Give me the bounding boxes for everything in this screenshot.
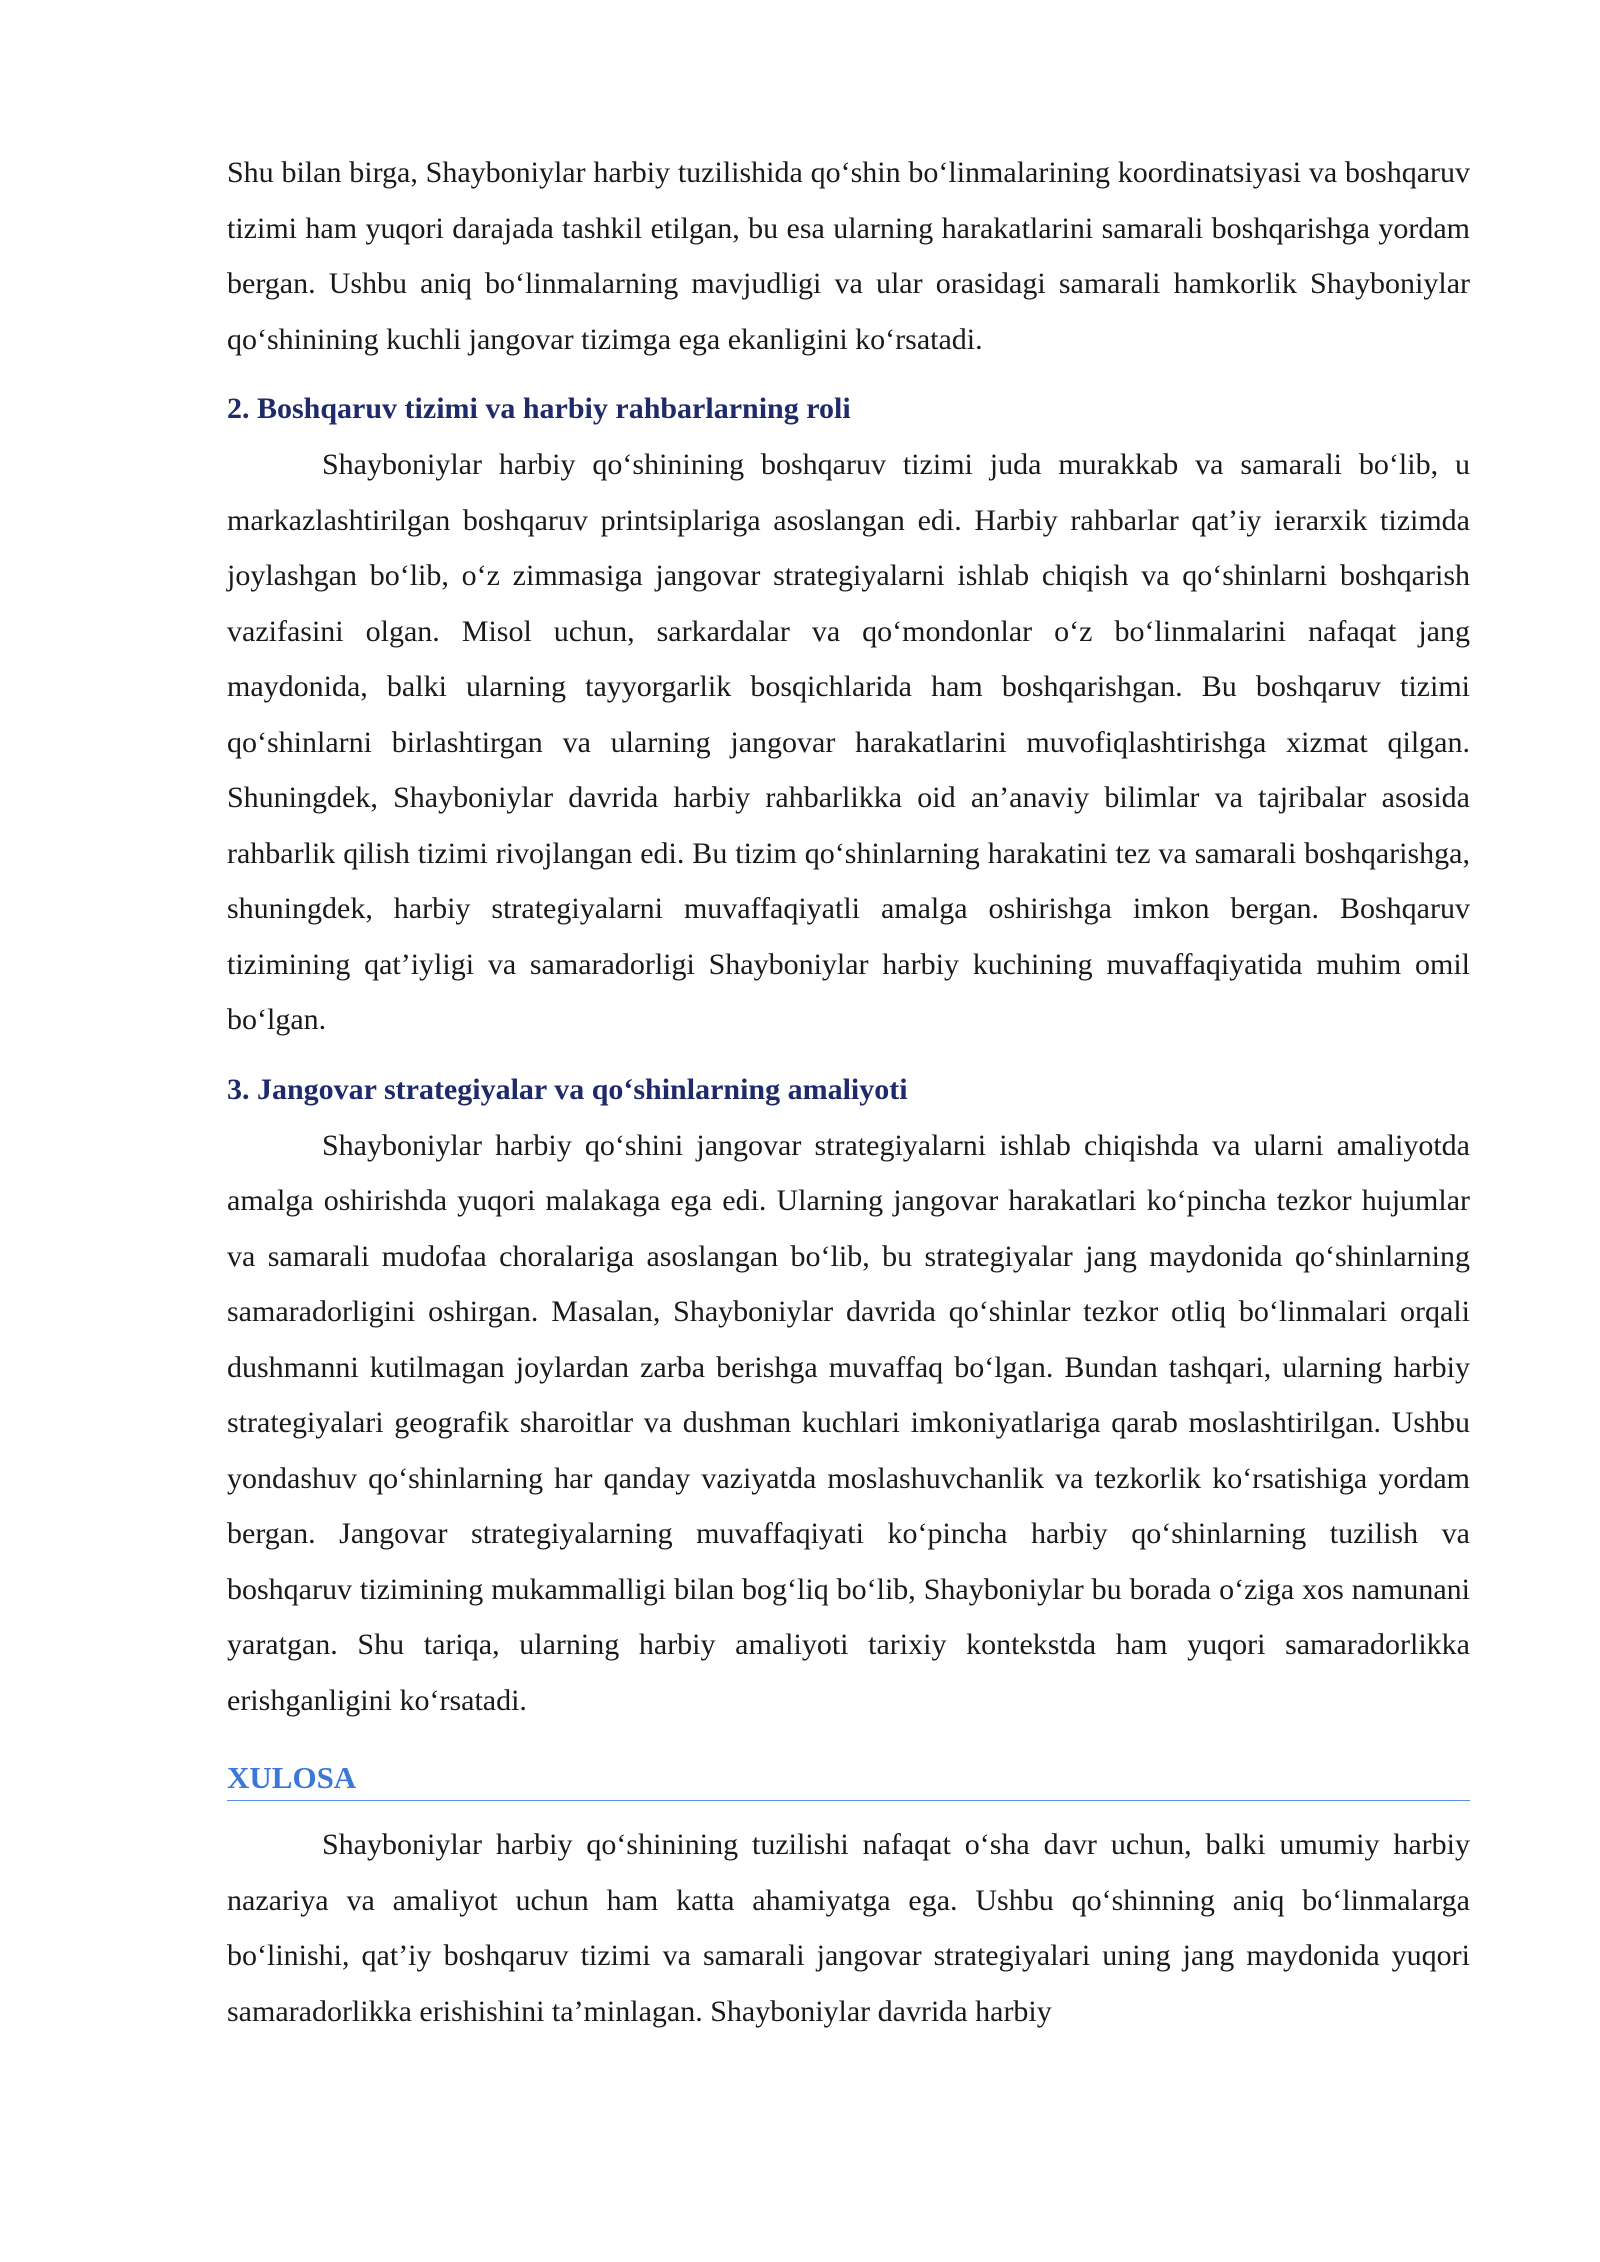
section-2-heading: 2. Boshqaruv tizimi va harbiy rahbarlarning roli [227, 392, 851, 425]
section-3-paragraph: Shayboniylar harbiy qo‘shini jangovar strategiyalarni ishlab chiqishda va ularni amaliyotda amalga oshirishda yuqori malakaga ega edi. Ularning jangovar harakatlari ko‘pincha tezkor hujumlar va samarali mudofaa choralariga asoslangan bo‘lib, bu strategiyalar jang maydonida qo‘shinlarning samaradorligini oshirgan. Masalan, Shayboniylar davrida qo‘shinlar tezkor otliq bo‘linmalari orqali dushmanni kutilmagan joylardan zarba berishga muvaffaq bo‘lgan. Bundan tashqari, ularning harbiy strategiyalari geografik sharoitlar va dushman kuchlari imkoniyatlariga qarab moslashtirilgan. Ushbu yondashuv qo‘shinlarning har qanday vaziyatda moslashuvchanlik va tezkorlik ko‘rsatishiga yordam bergan. Jangovar strategiyalarning muvaffaqiyati ko‘pincha harbiy qo‘shinlarning tuzilish va boshqaruv tizimining mukammalligi bilan bog‘liq bo‘lib, Shayboniylar bu borada o‘ziga xos namunani yaratgan. Shu tariqa, ularning harbiy amaliyoti tarixiy kontekstda ham yuqori samaradorlikka erishganligini ko‘rsatadi. [227, 1128, 1470, 1717]
section-2-paragraph: Shayboniylar harbiy qo‘shinining boshqaruv tizimi juda murakkab va samarali bo‘lib, u markazlashtirilgan boshqaruv printsiplariga asoslangan edi. Harbiy rahbarlar qat’iy ierarxik tizimda joylashgan bo‘lib, o‘z zimmasiga jangovar strategiyalarni ishlab chiqish va qo‘shinlarni boshqarish vazifasini olgan. Misol uchun, sarkardalar va qo‘mondonlar o‘z bo‘linmalarini nafaqat jang maydonida, balki ularning tayyorgarlik bosqichlarida ham boshqarishgan. Bu boshqaruv tizimi qo‘shinlarni birlashtirgan va ularning jangovar harakatlarini muvofiqlashtirishga xizmat qilgan. Shuningdek, Shayboniylar davrida harbiy rahbarlikka oid an’anaviy bilimlar va tajribalar asosida rahbarlik qilish tizimi rivojlangan edi. Bu tizim qo‘shinlarning harakatini tez va samarali boshqarishga, shuningdek, harbiy strategiyalarni muvaffaqiyatli amalga oshirishga imkon bergan. Boshqaruv tizimining qat’iyligi va samaradorligi Shayboniylar harbiy kuchining muvaffaqiyatida muhim omil bo‘lgan. [227, 448, 1470, 1036]
conclusion-heading: XULOSA [227, 1758, 1470, 1801]
section-3-heading: 3. Jangovar strategiyalar va qo‘shinlarning amaliyoti [227, 1072, 908, 1106]
intro-paragraph: Shu bilan birga, Shayboniylar harbiy tuzilishida qo‘shin bo‘linmalarining koordinatsiyasi va boshqaruv tizimi ham yuqori darajada tashkil etilgan, bu esa ularning harakatlarini samarali boshqarishga yordam bergan. Ushbu aniq bo‘linmalarning mavjudligi va ular orasidagi samarali hamkorlik Shayboniylar qo‘shinining kuchli jangovar tizimga ega ekanligini ko‘rsatadi. [227, 156, 1470, 356]
document-page [227, 145, 1470, 2039]
conclusion-paragraph: Shayboniylar harbiy qo‘shinining tuzilishi nafaqat o‘sha davr uchun, balki umumiy harbiy nazariya va amaliyot uchun ham katta ahamiyatga ega. Ushbu qo‘shinning aniq bo‘linmalarga bo‘linishi, qat’iy boshqaruv tizimi va samarali jangovar strategiyalari uning jang maydonida yuqori samaradorlikka erishishini ta’minlagan. Shayboniylar davrida harbiy [227, 1828, 1470, 2028]
